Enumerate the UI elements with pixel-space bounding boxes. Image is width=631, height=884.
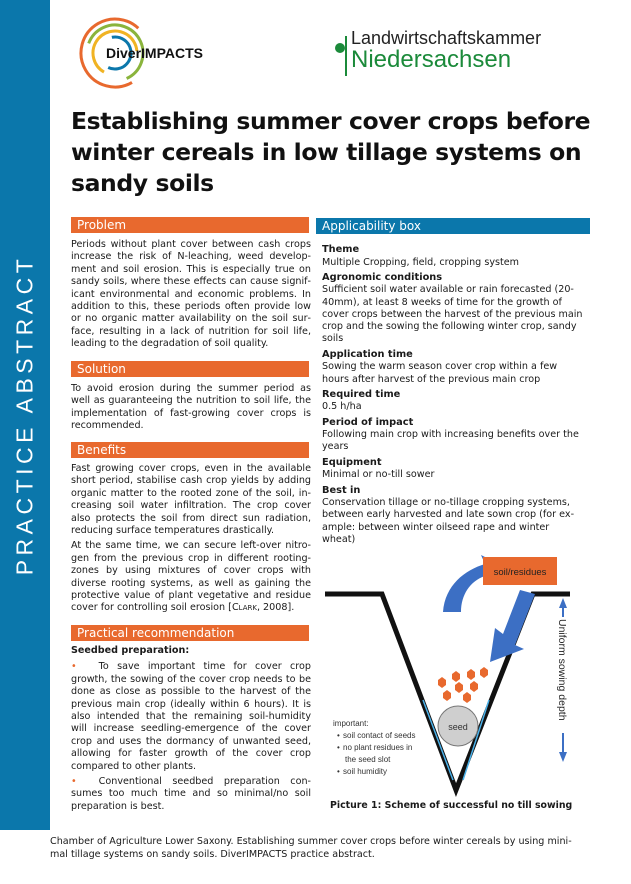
seed-label: seed: [448, 722, 468, 732]
citation-author: Clark: [231, 602, 257, 614]
applicability-label: Equipment: [322, 456, 382, 468]
important-item: the seed slot: [345, 755, 391, 764]
page-title: Establishing summer cover crops before winter cereals in low tillage systems on sandy soils: [71, 107, 591, 197]
solution-paragraph: To avoid erosion during the summer period as well as guaranteeing the nutrition to soil life, the implementation of fast-growing cover crops is recommended.: [71, 383, 311, 432]
bullet-icon: •: [71, 776, 77, 788]
benefits-text: [71, 463, 311, 618]
applicability-value: Sowing the warm season cover crop within a few hours after harvest of the previous main crop: [322, 361, 558, 385]
practical-bullet: [71, 661, 311, 773]
applicability-label: Required time: [322, 388, 401, 400]
applicability-label: Best in: [322, 484, 361, 496]
diverimpacts-logo: [78, 15, 248, 90]
applicability-value: Following main crop with increasing benefits over the years: [322, 429, 579, 453]
soil-particles: [438, 667, 488, 703]
benefits-paragraph-2-text: At the same time, we can secure left-over nitrogen from the previous crop in different rooting-zones by using mixtures of cover crops with diverse rooting systems, as well as gaining the protective value of plant vegetative and residue cover for controlling soil erosion [: [71, 540, 311, 614]
important-bullet: •: [337, 731, 340, 740]
applicability-box: [322, 241, 584, 546]
important-item: soil humidity: [343, 767, 388, 776]
lwk-line1: Landwirtschaftskammer: [351, 28, 542, 48]
important-item: no plant residues in: [343, 743, 413, 752]
lwk-tree-icon: [335, 34, 349, 76]
soil-residues-label: soil/residues: [493, 567, 547, 578]
sidebar-band: [0, 0, 50, 830]
important-item: soil contact of seeds: [343, 731, 416, 740]
benefits-paragraph-1: Fast growing cover crops, even in the available short period, stabilise cash crop yields by adding organic matter to the rooted zone of the soil, increasing soil water infiltration. The crop cover also protects the soil from direct sun radiation, reducing surface temperatures drastically.: [71, 463, 311, 537]
lwk-line2: Niedersachsen: [351, 46, 512, 73]
lwk-niedersachsen-logo: [335, 28, 585, 80]
important-label: important:: [333, 719, 369, 728]
practical-text: [71, 645, 311, 816]
benefits-paragraph-2: [71, 540, 311, 614]
problem-text: [71, 239, 311, 354]
seedbed-subheading: Seedbed preparation:: [71, 645, 190, 656]
applicability-value: Multiple Cropping, field, cropping system: [322, 256, 519, 268]
problem-paragraph: Periods without plant cover between cash crops increase the risk of N-leaching, weed development and soil erosion. This is especially true on sandy soils, where these effects can cause significant environmental and economic problems. In addition to this, these periods often provide low or no organic matter availability on the soil surface, resulting in a lack of nutrition for soil life, leading to the degradation of soil quality.: [71, 239, 311, 350]
applicability-value: Minimal or no-till sower: [322, 469, 435, 481]
practical-bullet-text: Conventional seedbed preparation consumes too much time and so minimal/no soil preparation is best.: [71, 776, 311, 812]
benefits-heading: Benefits: [71, 442, 309, 458]
solution-text: [71, 383, 311, 436]
problem-heading: Problem: [71, 217, 309, 233]
applicability-label: Application time: [322, 348, 413, 360]
uniform-depth-label: Uniform sowing depth: [556, 619, 568, 721]
practical-heading: Practical recommendation: [71, 625, 309, 641]
practical-bullet-text: To save important time for cover crop growth, the sowing of the cover crop needs to be done as close as possible to the harvest of the previous main crop (ideally within 6 hours). It is also intended that the remaining soil-humidity will increase seedling-emergence of the cover crop and uses the dormancy of unwanted seed, allowing for faster growth of the cover crop compared to other plants.: [71, 661, 311, 772]
applicability-label: Period of impact: [322, 416, 414, 428]
solution-heading: Solution: [71, 361, 309, 377]
important-bullet: •: [337, 743, 340, 752]
no-till-sowing-diagram: [315, 550, 595, 800]
footer-citation: Chamber of Agriculture Lower Saxony. Establishing summer cover crops before winter cereals by using minimal tillage systems on sandy soils. DiverIMPACTS practice abstract.: [50, 836, 572, 860]
down-arrow-icon: [490, 590, 535, 662]
practical-bullet: [71, 776, 311, 813]
applicability-label: Agronomic conditions: [322, 271, 443, 283]
applicability-value: Conservation tillage or no-tillage cropping systems, between early harvested and late sown crop (for example: between winter oilseed rape and winter wheat): [322, 497, 575, 545]
applicability-label: Theme: [322, 244, 360, 255]
applicability-value: 0.5 h/ha: [322, 401, 362, 413]
applicability-value: Sufficient soil water available or rain forecasted (20-40mm), at least 8 weeks of time for the growth of cover crops between the harvest of the previous main crop and the sowing the following winter crop, sandy soils: [322, 284, 583, 345]
figure-caption: Picture 1: Scheme of successful no till sowing: [330, 800, 573, 811]
practice-abstract-label: PRACTICE ABSTRACT: [11, 254, 38, 576]
important-bullet: •: [337, 767, 340, 776]
applicability-heading: Applicability box: [316, 218, 590, 234]
bullet-icon: •: [71, 661, 77, 673]
citation-year: , 2008].: [256, 602, 295, 614]
diverimpacts-logo-text: DiverIMPACTS: [106, 45, 203, 61]
